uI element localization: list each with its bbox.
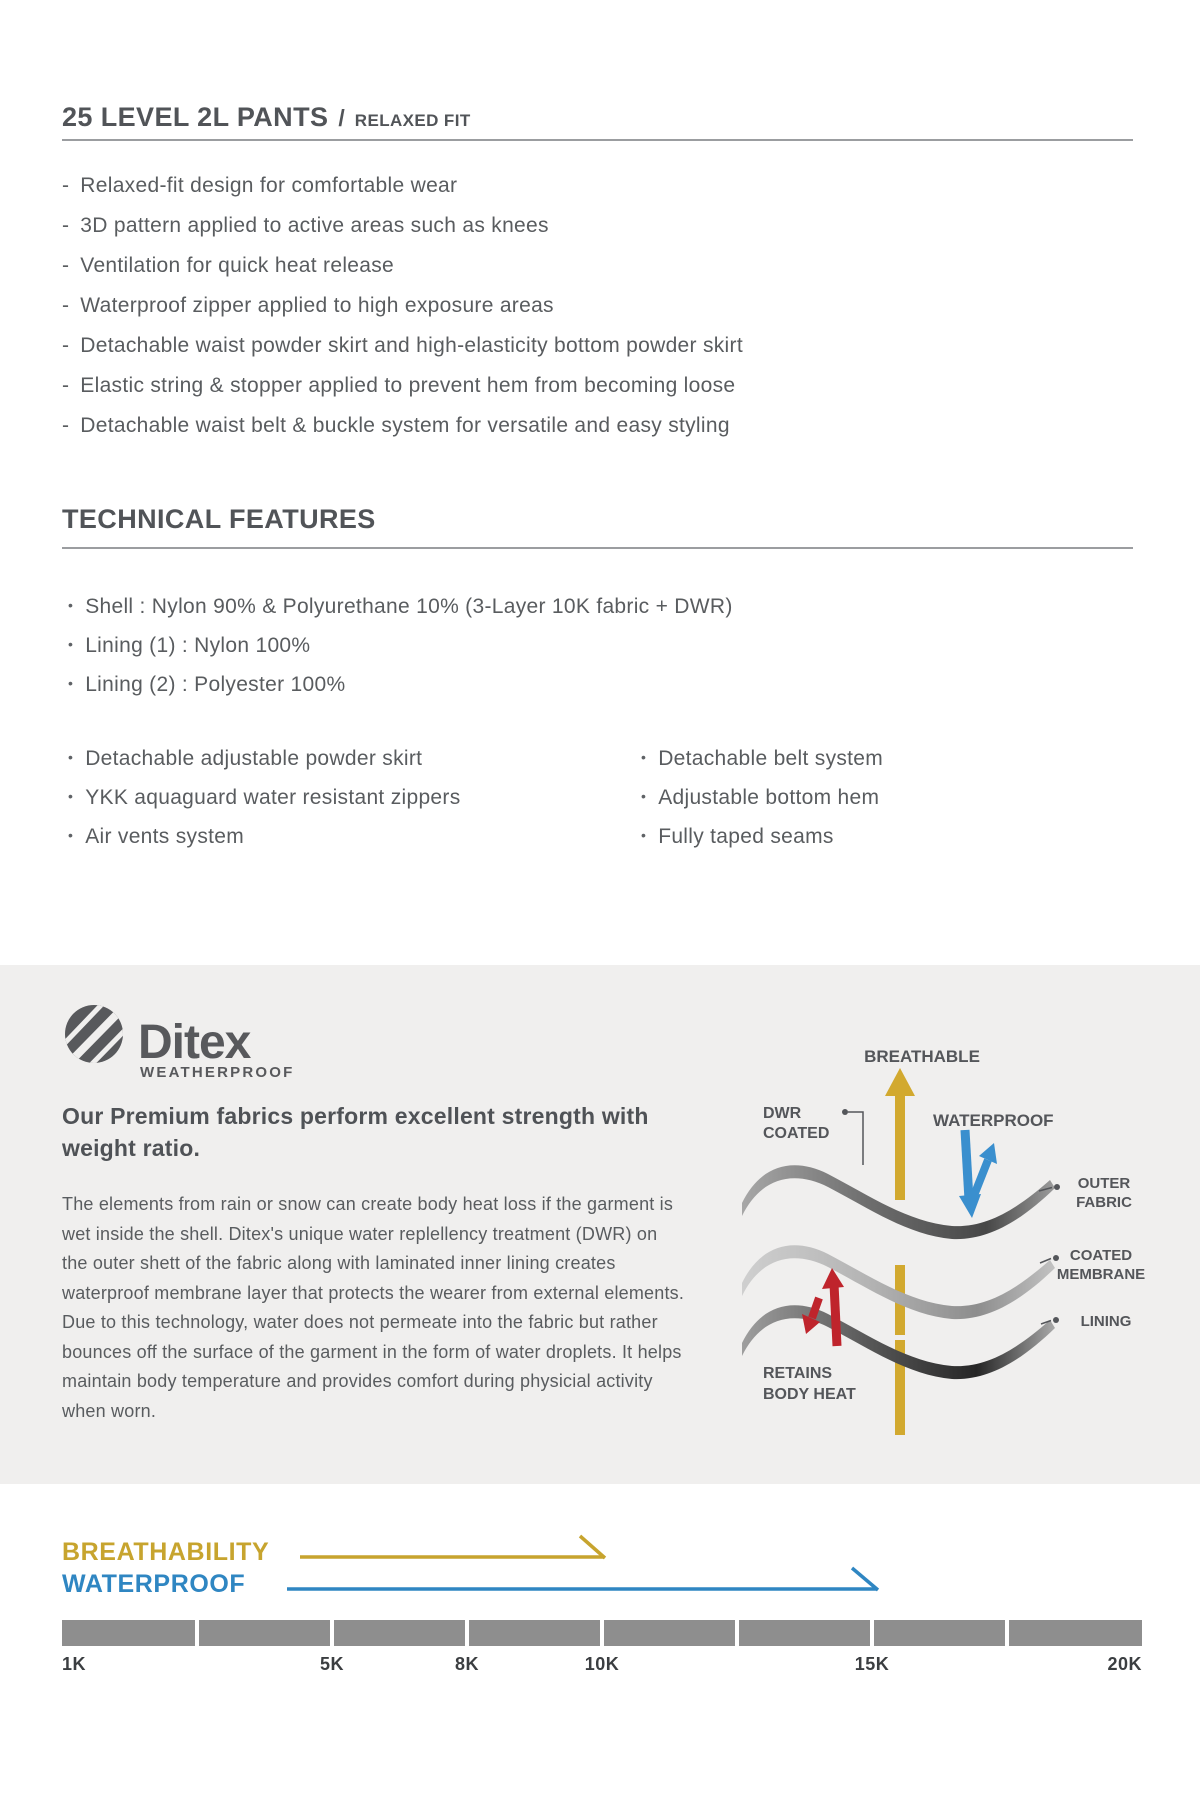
fabric-layers-diagram	[660, 1030, 1180, 1440]
material-item: • Shell : Nylon 90% & Polyurethane 10% (3-Layer 10K fabric + DWR)	[68, 595, 733, 618]
feature-item: - Detachable waist belt & buckle system for versatile and easy styling	[62, 414, 730, 437]
product-title: 25 LEVEL 2L PANTS	[62, 102, 329, 132]
title-slash: /	[338, 105, 345, 131]
material-item: • Lining (1) : Nylon 100%	[68, 634, 311, 657]
fit-subtitle: RELAXED FIT	[354, 111, 471, 130]
svg-text:BODY HEAT: BODY HEAT	[763, 1386, 856, 1403]
feature-item: - Detachable waist powder skirt and high-elasticity bottom powder skirt	[62, 334, 743, 357]
tick-20k: 20K	[1107, 1654, 1142, 1674]
feature-list	[62, 166, 743, 446]
retains-body-heat-label: RETAINS	[763, 1365, 833, 1382]
svg-text:COATED: COATED	[763, 1125, 830, 1142]
brand-name: Ditex	[138, 1016, 251, 1069]
details-column-left	[68, 740, 461, 857]
brand-subtitle: WEATHERPROOF	[140, 1064, 295, 1081]
membrane-pointer-dot	[1053, 1255, 1059, 1261]
page-header	[62, 102, 471, 133]
rating-bar	[62, 1620, 1142, 1646]
outer-pointer-dot	[1054, 1184, 1060, 1190]
breathable-arrow	[895, 1092, 905, 1200]
svg-text:FABRIC: FABRIC	[1076, 1194, 1132, 1211]
feature-item: - Ventilation for quick heat release	[62, 254, 395, 277]
breathable-arrowhead-icon	[885, 1068, 915, 1096]
tick-15k: 15K	[854, 1654, 890, 1674]
tick-8k: 8K	[454, 1654, 480, 1674]
detail-item: • Fully taped seams	[641, 825, 834, 848]
waterproof-arrow-icon	[852, 1568, 878, 1590]
detail-item: • YKK aquaguard water resistant zippers	[68, 786, 461, 809]
tick-10k: 10K	[584, 1654, 620, 1674]
detail-item: • Adjustable bottom hem	[641, 786, 880, 809]
header-divider	[62, 139, 1133, 141]
breathability-label: BREATHABILITY	[62, 1538, 270, 1566]
materials-list	[68, 588, 733, 705]
feature-item: - 3D pattern applied to active areas such as knees	[62, 214, 549, 237]
material-item: • Lining (2) : Polyester 100%	[68, 673, 346, 696]
tick-1k: 1K	[62, 1654, 87, 1674]
logo-stripes	[62, 1000, 130, 1068]
lining-label: LINING	[1080, 1313, 1132, 1330]
technical-features-heading: TECHNICAL FEATURES	[62, 504, 376, 534]
description-paragraph: The elements from rain or snow can create body heat loss if the garment is wet inside the shell. Ditex's unique water replellency treatment (DWR) on the outer shett of the fabric along with laminated inner lining creates waterproof membrane layer that protects the wearer from external elements. Due to this technology, water does not permeate into the fabric but rather bounces off the surface of the garment in the form of water droplets. It helps maintain body temperature and provides comfort during physicial activity when worn.	[62, 1194, 685, 1421]
detail-item: • Detachable belt system	[641, 747, 884, 770]
scale-lines	[0, 1520, 1200, 1620]
dwr-pointer-line	[848, 1112, 863, 1165]
rating-ticks	[62, 1654, 1142, 1678]
svg-text:MEMBRANE: MEMBRANE	[1056, 1266, 1146, 1283]
feature-item: - Waterproof zipper applied to high exposure areas	[62, 294, 554, 317]
lining-pointer-dot	[1053, 1317, 1059, 1323]
breathability-arrow-icon	[580, 1536, 605, 1558]
tick-5k: 5K	[319, 1654, 345, 1674]
waterproof-label: WATERPROOF	[933, 1111, 1054, 1130]
dwr-coated-label: DWR	[763, 1105, 802, 1122]
feature-item: - Relaxed-fit design for comfortable wear	[62, 174, 458, 197]
waterproof-label: WATERPROOF	[62, 1570, 246, 1598]
waterproof-arrow	[959, 1130, 997, 1218]
section-divider	[62, 547, 1133, 549]
feature-item: - Elastic string & stopper applied to prevent hem from becoming loose	[62, 374, 736, 397]
detail-item: • Detachable adjustable powder skirt	[68, 747, 423, 770]
detail-item: • Air vents system	[68, 825, 245, 848]
breathable-label: BREATHABLE	[864, 1047, 980, 1066]
dwr-pointer-dot	[842, 1109, 848, 1115]
coated-membrane-label: COATED	[1069, 1247, 1133, 1264]
details-column-right	[641, 740, 883, 857]
tagline: Our Premium fabrics perform excellent strength with weight ratio.	[62, 1103, 649, 1161]
outer-fabric-label: OUTER	[1077, 1175, 1131, 1192]
ditex-logo	[60, 1000, 360, 1088]
